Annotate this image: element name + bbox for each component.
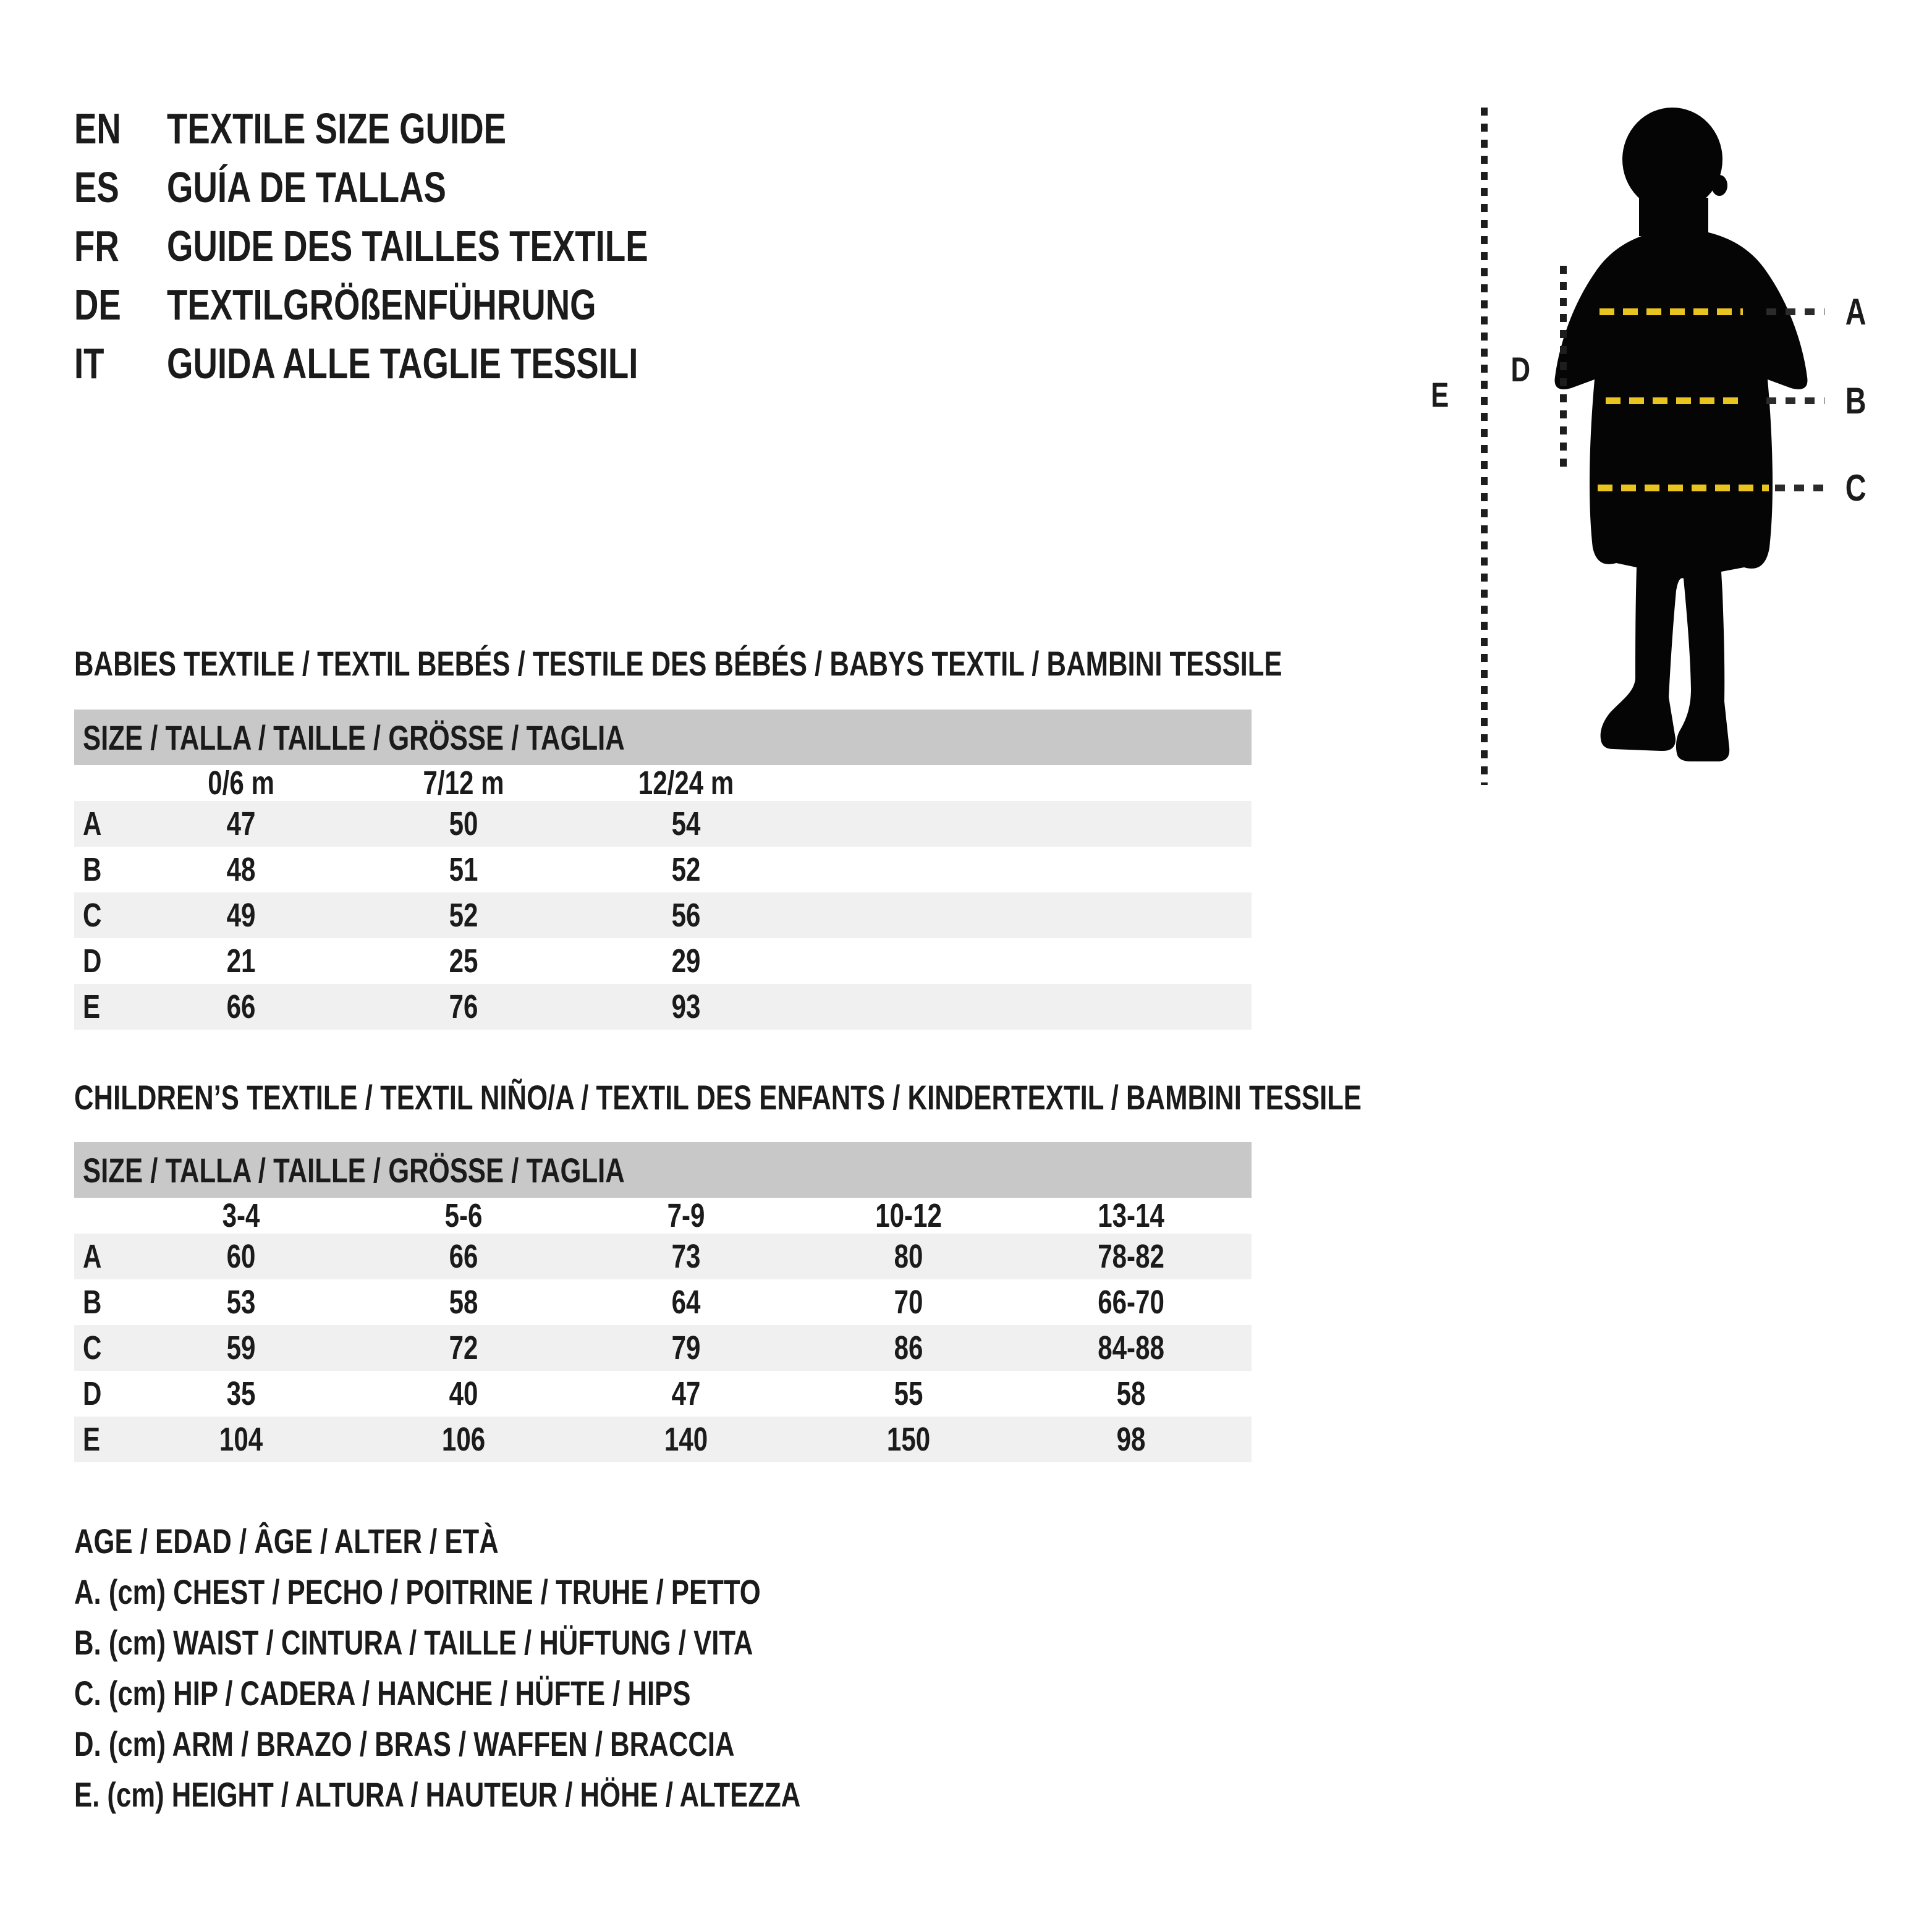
value-cell: 104 xyxy=(219,1421,263,1458)
legend-line-hip: C. (cm) HIP / CADERA / HANCHE / HÜFTE / HIPS xyxy=(74,1673,691,1713)
value-cell: 79 xyxy=(671,1329,701,1366)
row-label: E xyxy=(83,988,101,1025)
language-row-en xyxy=(74,99,602,158)
value-cell: 73 xyxy=(671,1238,701,1275)
table-row-a xyxy=(74,1234,1252,1279)
column-header-cell: 5-6 xyxy=(444,1197,483,1234)
silhouette-ear xyxy=(1711,175,1727,196)
value-cell: 48 xyxy=(226,851,256,888)
row-label: C xyxy=(83,1329,102,1366)
language-code: FR xyxy=(74,221,119,270)
row-label: D xyxy=(83,943,102,980)
value-cell: 64 xyxy=(671,1284,701,1321)
children-section-title: CHILDREN’S TEXTILE / TEXTIL NIÑO/A / TEXTIL DES ENFANTS / KINDERTEXTIL / BAMBINI TESSILE xyxy=(74,1078,1362,1117)
value-cell: 80 xyxy=(894,1238,923,1275)
row-label: A xyxy=(83,1238,102,1275)
language-title: GUIDE DES TAILLES TEXTILE xyxy=(167,221,648,270)
value-cell: 106 xyxy=(441,1421,486,1458)
waist-label-b: B xyxy=(1845,380,1866,422)
value-cell: 58 xyxy=(1116,1375,1146,1412)
column-header-row xyxy=(74,765,1252,801)
value-cell: 66 xyxy=(449,1238,478,1275)
value-cell: 58 xyxy=(449,1284,478,1321)
value-cell: 150 xyxy=(886,1421,931,1458)
column-header-cell: 10-12 xyxy=(875,1197,942,1234)
babies-table xyxy=(74,765,1252,1030)
arm-label-d: D xyxy=(1510,350,1530,389)
chest-leader-line-a xyxy=(1766,308,1824,315)
language-title: TEXTILE SIZE GUIDE xyxy=(167,104,507,153)
row-label: A xyxy=(83,805,102,842)
row-label: B xyxy=(83,1284,102,1321)
value-cell: 55 xyxy=(894,1375,923,1412)
language-row-it xyxy=(74,334,771,392)
value-cell: 72 xyxy=(449,1329,478,1366)
value-cell: 47 xyxy=(671,1375,701,1412)
babies-section-title: BABIES TEXTILE / TEXTIL BEBÉS / TESTILE DES BÉBÉS / BABYS TEXTIL / BAMBINI TESSILE xyxy=(74,644,1282,683)
waist-leader-line-b xyxy=(1766,397,1824,404)
value-cell: 84-88 xyxy=(1098,1329,1164,1366)
hip-label-c: C xyxy=(1845,467,1866,509)
hip-leader-line-c xyxy=(1775,485,1824,491)
language-title: TEXTILGRÖßENFÜHRUNG xyxy=(167,280,596,329)
silhouette-head xyxy=(1622,108,1722,211)
value-cell: 140 xyxy=(664,1421,708,1458)
language-row-de xyxy=(74,275,718,334)
legend-line-waist: B. (cm) WAIST / CINTURA / TAILLE / HÜFTUNG / VITA xyxy=(74,1622,753,1662)
table-row-d xyxy=(74,938,1252,984)
child-silhouette-icon xyxy=(1520,105,1842,785)
value-cell: 76 xyxy=(449,988,478,1025)
table-row-e xyxy=(74,1417,1252,1462)
value-cell: 78-82 xyxy=(1098,1238,1164,1275)
column-header-cell: 3-4 xyxy=(222,1197,260,1234)
table-row-c xyxy=(74,892,1252,938)
children-table xyxy=(74,1198,1252,1462)
table-row-d xyxy=(74,1371,1252,1417)
value-cell: 66 xyxy=(226,988,256,1025)
value-cell: 40 xyxy=(449,1375,478,1412)
chest-label-a: A xyxy=(1845,291,1866,333)
height-measure-line-e xyxy=(1481,108,1488,785)
column-header-cell: 12/24 m xyxy=(638,765,734,802)
legend-line-height: E. (cm) HEIGHT / ALTURA / HAUTEUR / HÖHE / ALTEZZA xyxy=(74,1774,801,1814)
chest-measure-line-a xyxy=(1599,308,1743,315)
table-row-c xyxy=(74,1325,1252,1371)
column-header-cell: 7-9 xyxy=(667,1197,705,1234)
language-code: ES xyxy=(74,163,119,211)
legend-line-arm: D. (cm) ARM / BRAZO / BRAS / WAFFEN / BRACCIA xyxy=(74,1724,735,1763)
value-cell: 47 xyxy=(226,805,256,842)
value-cell: 53 xyxy=(226,1284,256,1321)
value-cell: 52 xyxy=(671,851,701,888)
value-cell: 21 xyxy=(226,943,256,980)
column-header-cell: 13-14 xyxy=(1098,1197,1164,1234)
table-row-b xyxy=(74,847,1252,892)
column-header-cell: 7/12 m xyxy=(423,765,504,802)
legend-line-age: AGE / EDAD / ÂGE / ALTER / ETÀ xyxy=(74,1521,499,1561)
row-label: D xyxy=(83,1375,102,1412)
arm-measure-line-d xyxy=(1560,266,1567,473)
language-code: DE xyxy=(74,280,121,329)
language-row-fr xyxy=(74,216,784,275)
hip-measure-line-c xyxy=(1598,485,1769,491)
column-header-cell: 0/6 m xyxy=(208,765,274,802)
value-cell: 56 xyxy=(671,897,701,934)
babies-size-header-bar: SIZE / TALLA / TAILLE / GRÖSSE / TAGLIA xyxy=(74,710,1252,765)
legend-line-chest: A. (cm) CHEST / PECHO / POITRINE / TRUHE / PETTO xyxy=(74,1572,761,1611)
value-cell: 59 xyxy=(226,1329,256,1366)
value-cell: 66-70 xyxy=(1098,1284,1164,1321)
value-cell: 98 xyxy=(1116,1421,1146,1458)
value-cell: 60 xyxy=(226,1238,256,1275)
language-title: GUIDA ALLE TAGLIE TESSILI xyxy=(167,339,638,388)
column-header-row xyxy=(74,1198,1252,1234)
value-cell: 93 xyxy=(671,988,701,1025)
language-code: IT xyxy=(74,339,104,388)
value-cell: 50 xyxy=(449,805,478,842)
value-cell: 25 xyxy=(449,943,478,980)
row-label: B xyxy=(83,851,102,888)
children-size-header-bar: SIZE / TALLA / TAILLE / GRÖSSE / TAGLIA xyxy=(74,1142,1252,1198)
value-cell: 29 xyxy=(671,943,701,980)
value-cell: 49 xyxy=(226,897,256,934)
language-code: EN xyxy=(74,104,121,153)
value-cell: 51 xyxy=(449,851,478,888)
waist-measure-line-b xyxy=(1606,397,1742,404)
row-label: E xyxy=(83,1421,101,1458)
measurement-legend xyxy=(74,1515,1006,1820)
table-row-a xyxy=(74,801,1252,847)
value-cell: 86 xyxy=(894,1329,923,1366)
table-row-b xyxy=(74,1279,1252,1325)
table-row-e xyxy=(74,984,1252,1030)
value-cell: 35 xyxy=(226,1375,256,1412)
row-label: C xyxy=(83,897,102,934)
language-title: GUÍA DE TALLAS xyxy=(167,163,446,211)
language-row-es xyxy=(74,158,525,216)
value-cell: 52 xyxy=(449,897,478,934)
value-cell: 70 xyxy=(894,1284,923,1321)
value-cell: 54 xyxy=(671,805,701,842)
height-label-e: E xyxy=(1431,375,1449,414)
